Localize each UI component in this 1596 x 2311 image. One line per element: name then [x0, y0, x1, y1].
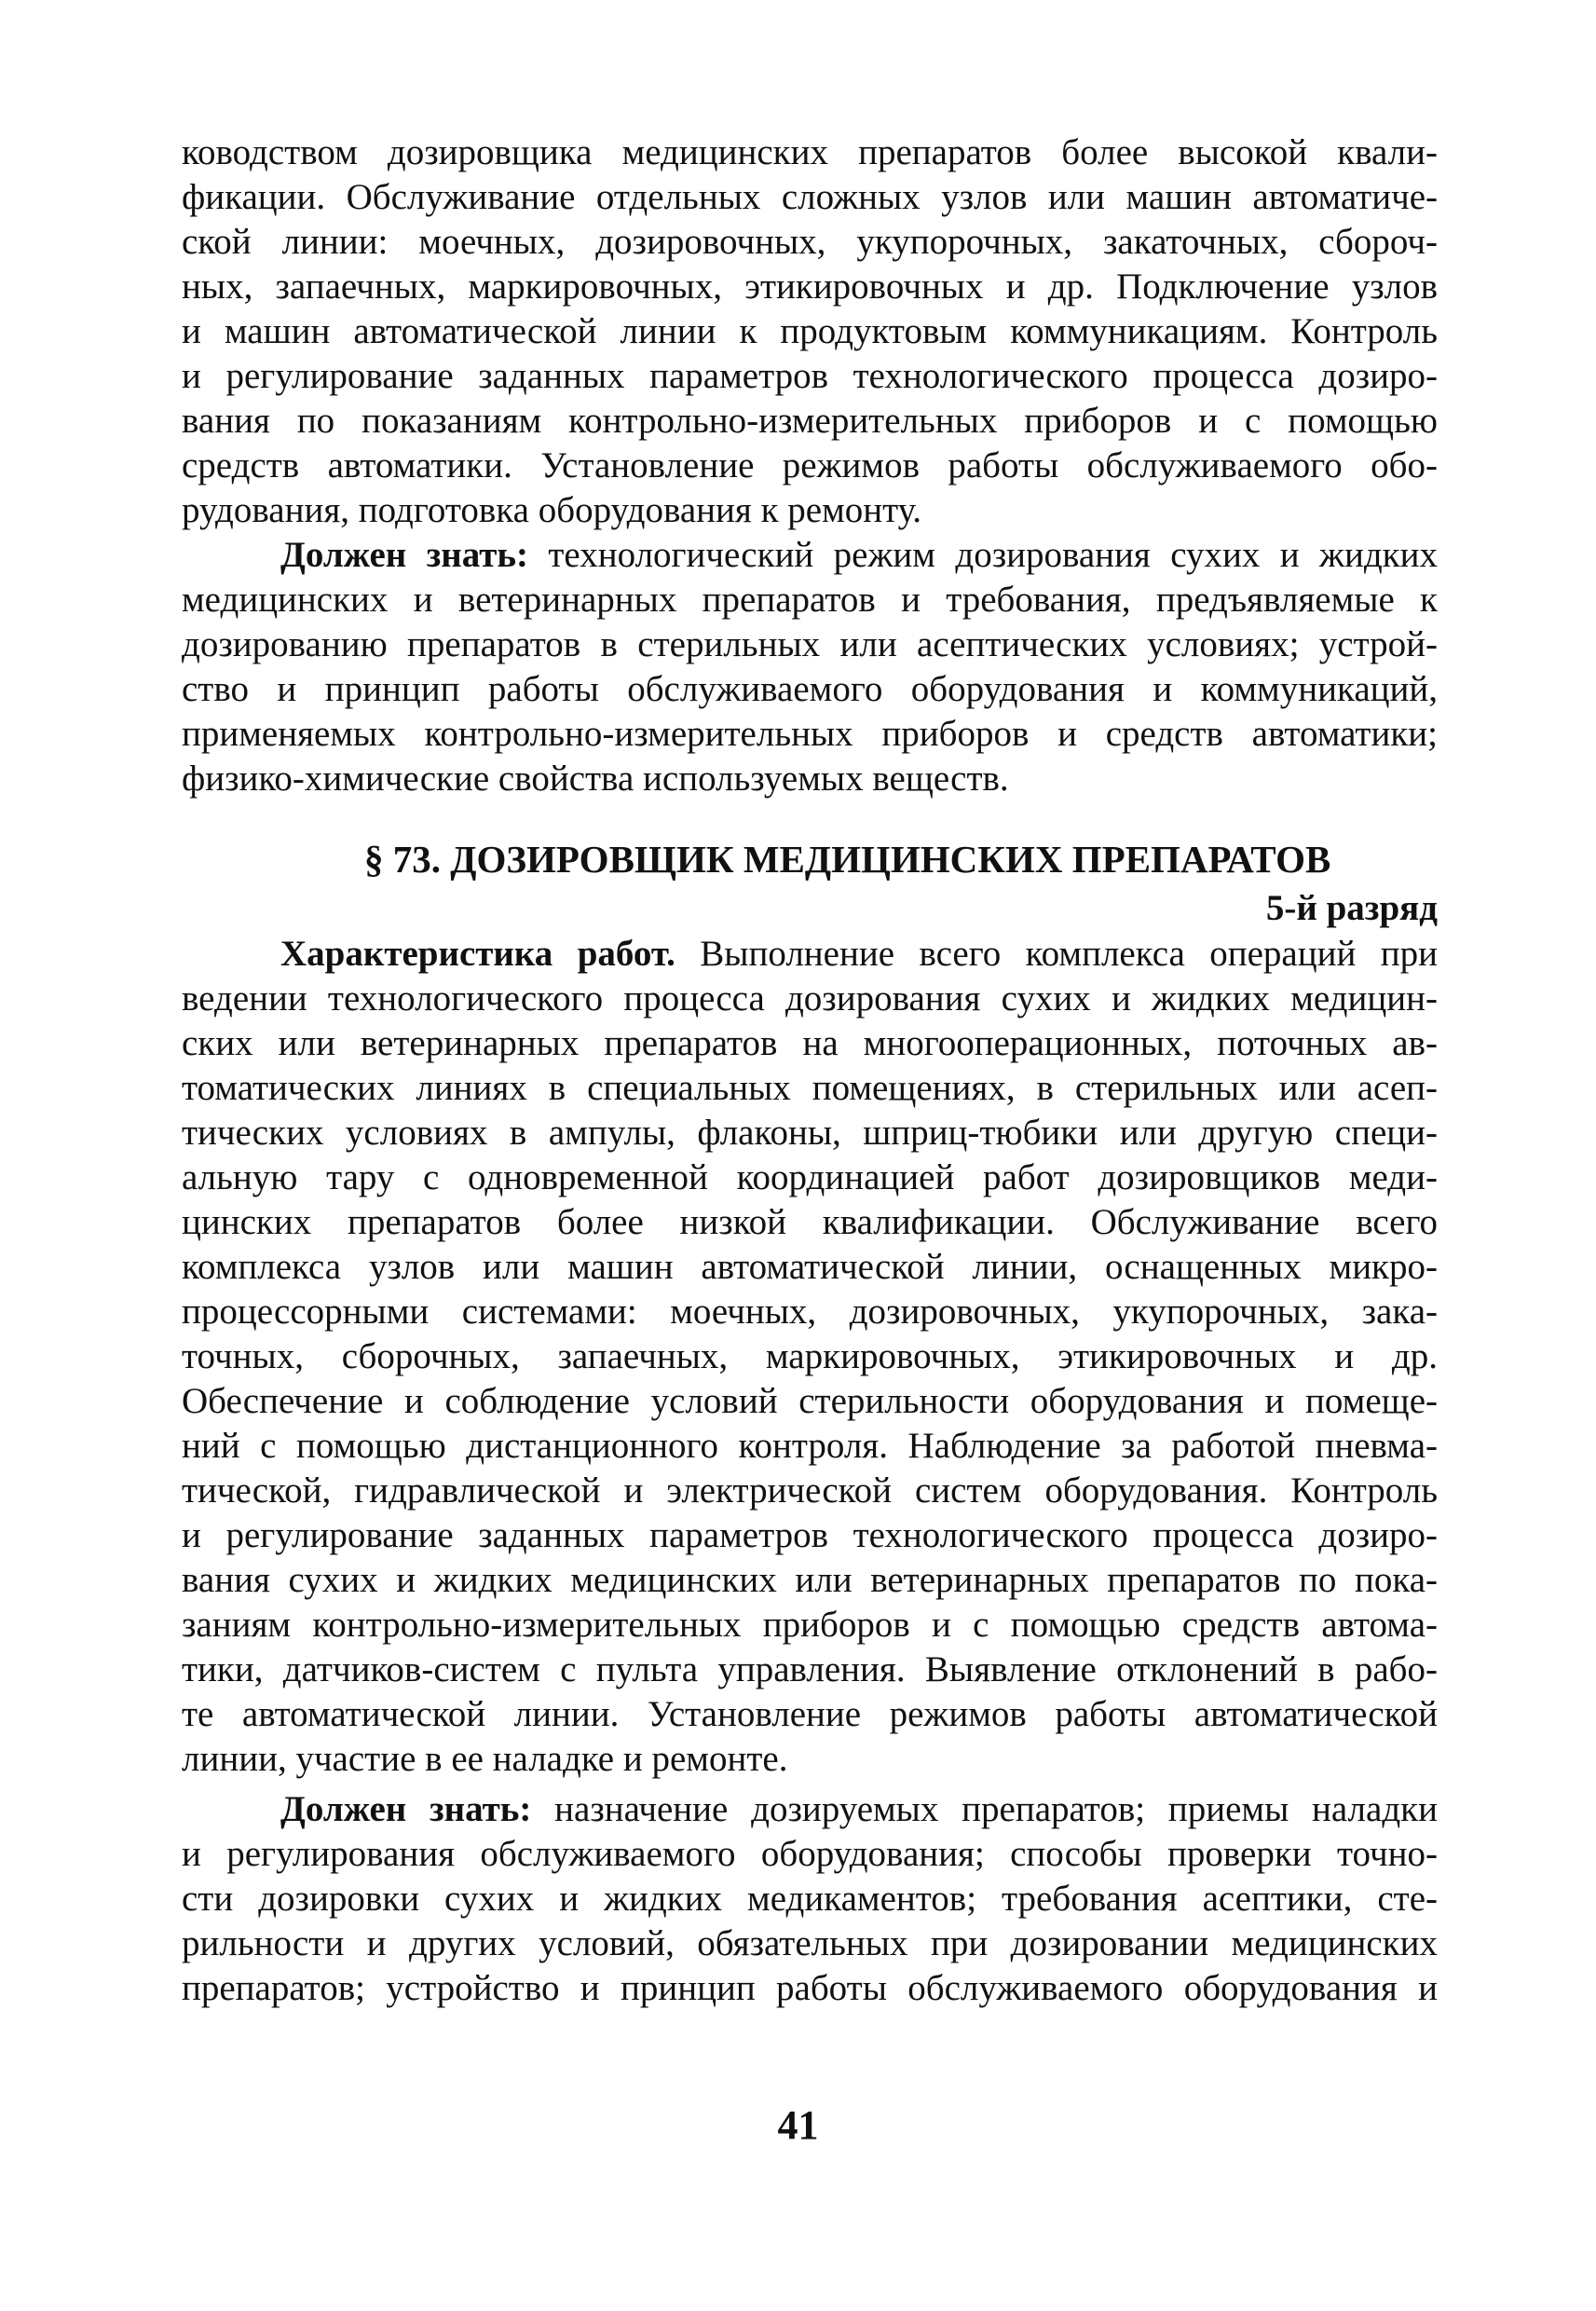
text-line: ководством дозировщика медицинских препаратов более высокой квали-: [182, 132, 1438, 172]
text-line: рильности и других условий, обязательных при дозировании медицинских: [182, 1923, 1438, 1963]
text-line: процессорными системами: моечных, дозировочных, укупорочных, зака-: [182, 1292, 1438, 1332]
text-line: применяемых контрольно-измерительных приборов и средств автоматики;: [182, 714, 1438, 754]
text-line: заниям контрольно-измерительных приборов и с помощью средств автома-: [182, 1605, 1438, 1645]
text-line: [182, 1787, 1438, 1832]
paragraph-lead: Должен знать:: [280, 535, 529, 575]
text-line: тических условиях в ампулы, флаконы, шприц-тюбики или другую специ-: [182, 1113, 1438, 1153]
grade-label: 5-й разряд: [1265, 888, 1438, 928]
paragraph-must-know-4: [182, 533, 1438, 801]
text-line: рудования, подготовка оборудования к ремонту.: [182, 490, 922, 530]
text-line: фикации. Обслуживание отдельных сложных узлов или машин автоматиче-: [182, 177, 1438, 217]
text-line: физико-химические свойства используемых веществ.: [182, 759, 1009, 799]
text-line: дозированию препаратов в стерильных или асептических условиях; устрой-: [182, 624, 1438, 664]
page-number: 41: [777, 2102, 819, 2148]
text-fragment: назначение дозируемых препаратов; приемы наладки: [531, 1789, 1438, 1829]
text-line: и машин автоматической линии к продуктовым коммуникациям. Контроль: [182, 311, 1438, 351]
text-line: тической, гидравлической и электрической систем оборудования. Контроль: [182, 1470, 1438, 1511]
text-line: томатических линиях в специальных помещениях, в стерильных или асеп-: [182, 1068, 1438, 1108]
paragraph-lead: Характеристика работ.: [280, 934, 675, 974]
text-fragment: Выполнение всего комплекса операций при: [675, 934, 1438, 974]
text-fragment: технологический режим дозирования сухих и жидких: [528, 535, 1438, 575]
text-line: ство и принцип работы обслуживаемого оборудования и коммуникаций,: [182, 669, 1438, 709]
text-line: препаратов; устройство и принцип работы обслуживаемого оборудования и: [182, 1968, 1438, 2008]
text-line: вания сухих и жидких медицинских или ветеринарных препаратов по пока-: [182, 1560, 1438, 1600]
page-body: [182, 130, 1438, 2011]
paragraph-continuation: [182, 130, 1438, 533]
text-line: вания по показаниям контрольно-измерительных приборов и с помощью: [182, 401, 1438, 441]
text-line: ских или ветеринарных препаратов на многооперационных, поточных ав-: [182, 1023, 1438, 1063]
text-line: и регулирования обслуживаемого оборудования; способы проверки точно-: [182, 1834, 1438, 1874]
text-line: медицинских и ветеринарных препаратов и требования, предъявляемые к: [182, 580, 1438, 620]
text-line: альную тару с одновременной координацией работ дозировщиков меди-: [182, 1157, 1438, 1197]
paragraph-must-know-5: [182, 1787, 1438, 2011]
text-line: [182, 932, 1438, 977]
paragraph-lead: Должен знать:: [280, 1789, 532, 1829]
text-line: цинских препаратов более низкой квалификации. Обслуживание всего: [182, 1202, 1438, 1242]
text-line: Обеспечение и соблюдение условий стерильности оборудования и помеще-: [182, 1381, 1438, 1421]
text-line: и регулирование заданных параметров технологического процесса дозиро-: [182, 1515, 1438, 1555]
text-line: ний с помощью дистанционного контроля. Наблюдение за работой пневма-: [182, 1426, 1438, 1466]
text-line: сти дозировки сухих и жидких медикаментов; требования асептики, сте-: [182, 1879, 1438, 1919]
text-line: [182, 533, 1438, 578]
section-heading: § 73. ДОЗИРОВЩИК МЕДИЦИНСКИХ ПРЕПАРАТОВ: [364, 838, 1331, 881]
text-line: ведении технологического процесса дозирования сухих и жидких медицин-: [182, 978, 1438, 1019]
text-line: те автоматической линии. Установление режимов работы автоматической: [182, 1694, 1438, 1734]
text-line: комплекса узлов или машин автоматической линии, оснащенных микро-: [182, 1247, 1438, 1287]
text-line: точных, сборочных, запаечных, маркировочных, этикировочных и др.: [182, 1336, 1438, 1376]
paragraph-work-characteristics: [182, 932, 1438, 1782]
text-line: линии, участие в ее наладке и ремонте.: [182, 1739, 788, 1779]
text-line: и регулирование заданных параметров технологического процесса дозиро-: [182, 356, 1438, 396]
text-line: тики, датчиков-систем с пульта управления. Выявление отклонений в рабо-: [182, 1649, 1438, 1689]
text-line: ных, запаечных, маркировочных, этикировочных и др. Подключение узлов: [182, 267, 1438, 307]
text-line: ской линии: моечных, дозировочных, укупорочных, закаточных, сбороч-: [182, 222, 1438, 262]
text-line: средств автоматики. Установление режимов работы обслуживаемого обо-: [182, 445, 1438, 485]
